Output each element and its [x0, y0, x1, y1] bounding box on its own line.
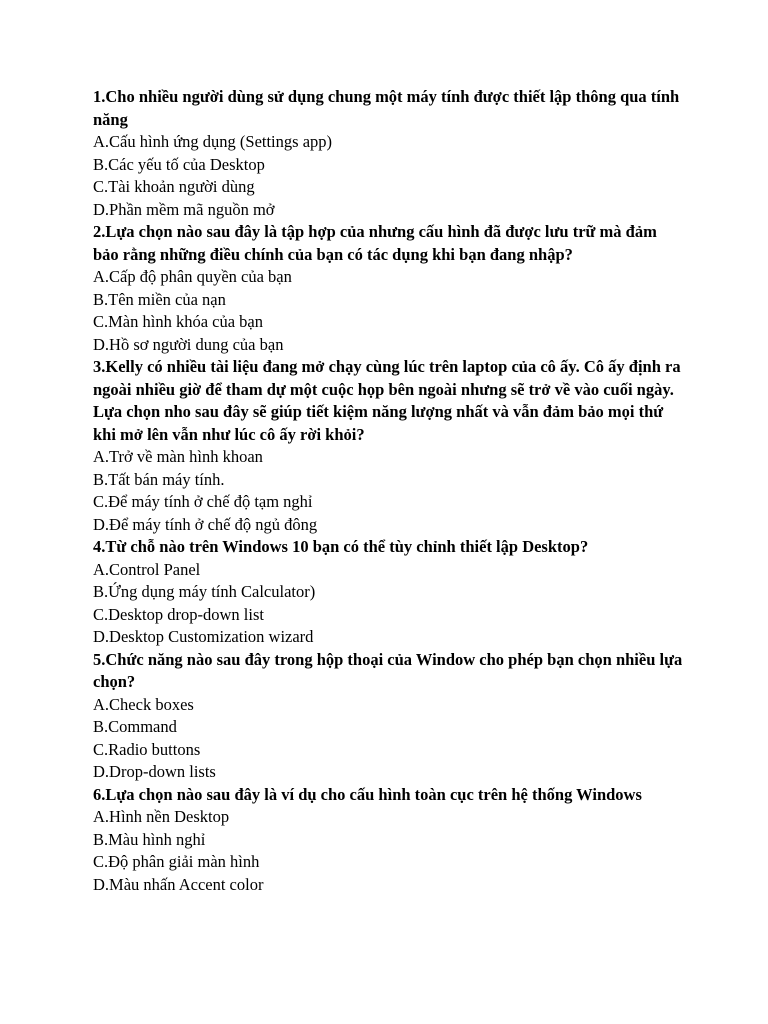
- option-b: B.Màu hình nghỉ: [93, 829, 206, 849]
- question-text: 3.Kelly có nhiều tài liệu đang mở chạy cùng lúc trên laptop của cô ấy. Cô ấy định ra ngoài nhiều giờ để tham dự một cuộc họp bên ngoài nhưng sẽ trở về vào cuối ngày. Lựa chọn nho sau đây sẽ giúp tiết kiệm năng lượng nhất và vẫn đảm bảo mọi thứ khi mở lên vẫn như lúc cô ấy rời khỏi?: [93, 357, 681, 444]
- option-a: A.Cấp độ phân quyền của bạn: [93, 267, 292, 286]
- option-c: C.Để máy tính ở chế độ tạm nghỉ: [93, 492, 313, 511]
- question-text: 5.Chức năng nào sau đây trong hộp thoại của Window cho phép bạn chọn nhiều lựa chọn?: [93, 649, 683, 691]
- option-b: B.Ứng dụng máy tính Calculator): [93, 582, 316, 601]
- question-4: [93, 536, 683, 649]
- option-a: A.Trở về màn hình khoan: [93, 447, 263, 466]
- option-b: B.Tất bán máy tính.: [93, 469, 225, 489]
- option-a: A.Hình nền Desktop: [93, 807, 230, 826]
- question-text: 4.Từ chỗ nào trên Windows 10 bạn có thể tùy chỉnh thiết lập Desktop?: [93, 537, 589, 556]
- option-d: D.Để máy tính ở chế độ ngủ đông: [93, 514, 318, 534]
- option-c: C.Tài khoản người dùng: [93, 177, 255, 196]
- question-text: 2.Lựa chọn nào sau đây là tập hợp của nhưng cấu hình đã được lưu trữ mà đảm bảo rằng những điều chính của bạn có tác dụng khi bạn đang nhập?: [93, 222, 657, 264]
- question-3: [93, 356, 683, 536]
- option-a: A.Control Panel: [93, 559, 201, 579]
- question-6: [93, 784, 683, 897]
- option-b: B.Các yếu tố của Desktop: [93, 154, 265, 174]
- option-b: B.Tên miền của nạn: [93, 289, 226, 309]
- quiz-document: [93, 86, 683, 896]
- option-c: C.Độ phân giải màn hình: [93, 852, 260, 871]
- option-c: C.Radio buttons: [93, 739, 201, 759]
- option-b: B.Command: [93, 717, 177, 736]
- option-d: D.Desktop Customization wizard: [93, 627, 314, 646]
- question-text: 6.Lựa chọn nào sau đây là ví dụ cho cấu hình toàn cục trên hệ thống Windows: [93, 784, 642, 804]
- option-d: D.Drop-down lists: [93, 762, 216, 781]
- option-d: D.Hồ sơ người dung của bạn: [93, 334, 284, 354]
- option-c: C.Desktop drop-down list: [93, 604, 264, 624]
- question-2: [93, 221, 683, 356]
- question-text: 1.Cho nhiều người dùng sử dụng chung một máy tính được thiết lập thông qua tính năng: [93, 87, 680, 129]
- option-a: A.Cấu hình ứng dụng (Settings app): [93, 132, 333, 151]
- option-d: D.Phần mềm mã nguồn mở: [93, 199, 275, 219]
- option-a: A.Check boxes: [93, 694, 194, 714]
- option-d: D.Màu nhấn Accent color: [93, 874, 264, 894]
- option-c: C.Màn hình khóa của bạn: [93, 312, 264, 331]
- question-1: [93, 86, 683, 221]
- question-5: [93, 649, 683, 784]
